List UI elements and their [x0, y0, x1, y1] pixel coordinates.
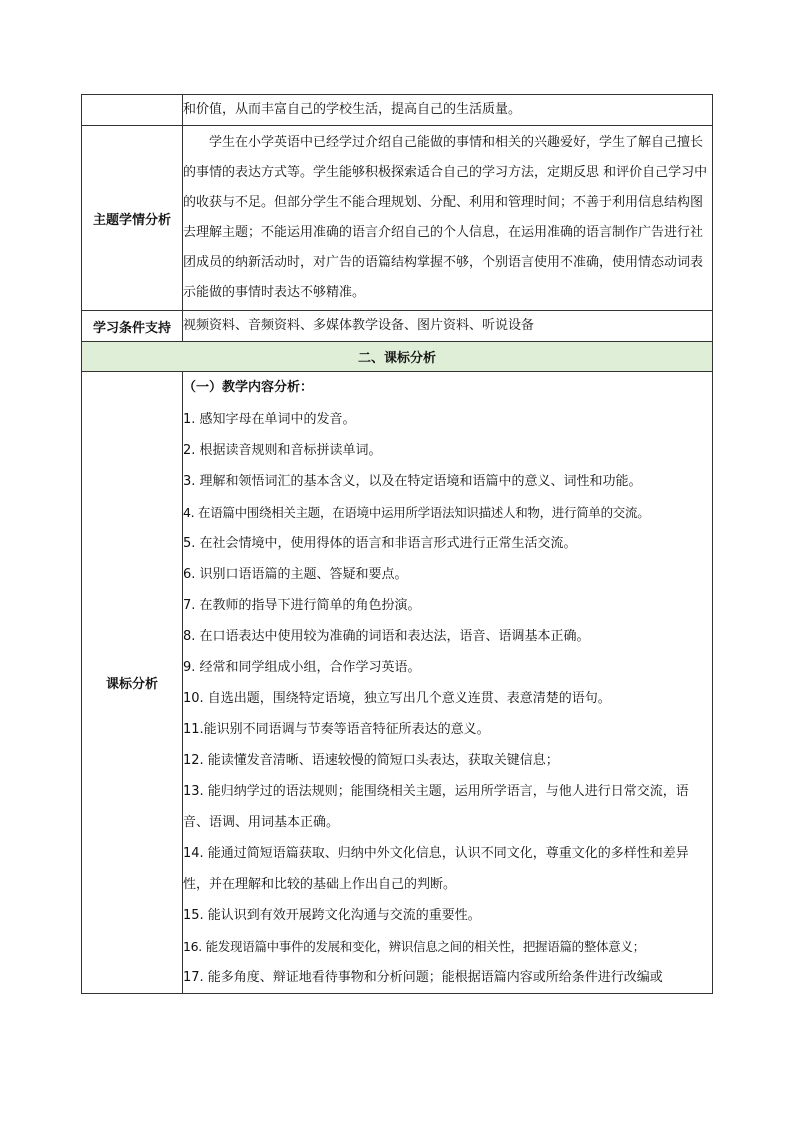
conditions-label: 学习条件支持	[82, 311, 183, 342]
conditions-text: 视频资料、音频资料、多媒体教学设备、图片资料、听说设备	[183, 318, 535, 333]
lesson-plan-table	[81, 94, 713, 994]
curriculum-cell	[183, 372, 713, 994]
curriculum-item: 9. 经常和同学组成小组，合作学习英语。	[183, 660, 421, 675]
curriculum-item: 11.能识别不同语调与节奏等语音特征所表达的意义。	[183, 722, 490, 737]
curriculum-item: 4. 在语篇中围绕相关主题，在语境中运用所学语法知识描述人和物，进行简单的交流。	[183, 505, 650, 520]
section-header-row	[82, 342, 713, 372]
curriculum-item: 7. 在教师的指导下进行简单的角色扮演。	[183, 598, 421, 613]
continuation-text: 和价值，从而丰富自己的学校生活，提高自己的生活质量。	[183, 102, 522, 117]
curriculum-item: 17. 能多角度、辩证地看待事物和分析问题；能根据语篇内容或所给条件进行改编或	[183, 970, 663, 985]
continuation-label-cell	[82, 95, 183, 126]
curriculum-item: 13. 能归纳学过的语法规则；能围绕相关主题，运用所学语言，与他人进行日常交流，语音、语调、用词基本正确。	[183, 784, 689, 830]
curriculum-item: 6. 识别口语语篇的主题、答疑和要点。	[183, 567, 408, 582]
curriculum-item: 8. 在口语表达中使用较为准确的词语和表达法，语音、语调基本正确。	[183, 629, 590, 644]
learner-analysis-cell	[183, 126, 713, 311]
continuation-cell	[183, 95, 713, 126]
curriculum-item: 3. 理解和领悟词汇的基本含义，以及在特定语境和语篇中的意义、词性和功能。	[183, 474, 642, 489]
curriculum-label: 课标分析	[82, 372, 183, 994]
curriculum-item: 16. 能发现语篇中事件的发展和变化，辨识信息之间的相关性，把握语篇的整体意义；	[183, 939, 645, 954]
curriculum-heading: （一）教学内容分析：	[183, 380, 314, 395]
curriculum-item: 12. 能读懂发音清晰、语速较慢的简短口头表达，获取关键信息；	[183, 753, 559, 768]
section-header: 二、课标分析	[82, 342, 713, 372]
curriculum-item: 10. 自选出题，围绕特定语境，独立写出几个意义连贯、表意清楚的语句。	[183, 691, 611, 706]
curriculum-item: 2. 根据读音规则和音标拼读单词。	[183, 443, 382, 458]
curriculum-item: 14. 能通过简短语篇获取、归纳中外文化信息，认识不同文化，尊重文化的多样性和差异性，并在理解和比较的基础上作出自己的判断。	[183, 846, 689, 892]
curriculum-row	[82, 372, 713, 994]
learner-analysis-row	[82, 126, 713, 311]
learner-analysis-text: 学生在小学英语中已经学过介绍自己能做的事情和相关的兴趣爱好，学生了解自己擅长的事情的表达方式等。学生能够积极探索适合自己的学习方法，定期反思 和评价自己学习中的收获与不足。但部分学生不能合理规划、分配、利用和管理时间；不善于利用信息结构图去理解主题；不能运用准确的语言介绍自己的个人信息，在运用准确的语言制作广告进行社团成员的纳新活动时，对广告的语篇结构掌握不够，个别语言使用不准确，使用情态动词表示能做的事情时表达不够精准。	[183, 135, 708, 300]
continuation-row	[82, 95, 713, 126]
learner-analysis-label: 主题学情分析	[82, 126, 183, 311]
conditions-cell	[183, 311, 713, 342]
curriculum-item: 15. 能认识到有效开展跨文化沟通与交流的重要性。	[183, 908, 481, 923]
curriculum-item: 5. 在社会情境中，使用得体的语言和非语言形式进行正常生活交流。	[183, 536, 577, 551]
curriculum-item: 1. 感知字母在单词中的发音。	[183, 412, 356, 427]
conditions-row	[82, 311, 713, 342]
